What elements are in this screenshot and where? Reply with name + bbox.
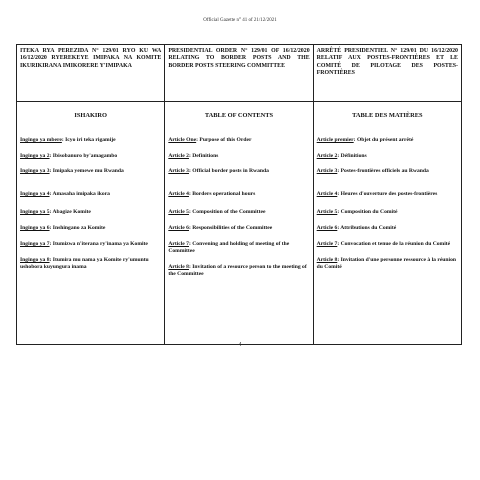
- toc-entry-text: Itumizwa n'iterana ry'inama ya Komite: [52, 240, 148, 247]
- toc-entry-ref: Article 7: [168, 240, 189, 247]
- toc-entry-ref: Ingingo ya 7: [20, 240, 50, 247]
- toc-entry-text: Inshingano za Komite: [52, 224, 106, 231]
- toc-entry: [20, 168, 161, 175]
- toc-entry: [317, 153, 458, 160]
- toc-entry: [317, 209, 458, 216]
- toc-entry-separator: :: [49, 240, 53, 247]
- toc-entry: [168, 137, 309, 144]
- toc-entry: [317, 191, 458, 198]
- gazette-header: Official Gazette n° 41 of 21/12/2021: [203, 18, 277, 23]
- toc-entry-text: Official border posts in Rwanda: [192, 167, 269, 174]
- toc-entry-separator: :: [49, 224, 53, 231]
- toc-row: [17, 102, 462, 345]
- toc-title-kinyarwanda: ISHAKIRO: [74, 112, 107, 119]
- toc-entry-text: Invitation of a resource person to the meeting of the Committee: [168, 263, 307, 277]
- toc-entry-text: Imipaka yemewe mu Rwanda: [52, 167, 124, 174]
- toc-entry: [317, 225, 458, 232]
- toc-entry-separator: :: [49, 152, 53, 159]
- toc-entry: [20, 137, 161, 144]
- toc-entry-separator: :: [188, 190, 193, 197]
- toc-entry-ref: Article 8: [168, 263, 189, 270]
- toc-entry-ref: Ingingo ya 5: [20, 208, 50, 215]
- toc-entry-ref: Ingingo ya 8: [20, 256, 50, 263]
- toc-entry-separator: :: [188, 224, 193, 231]
- trilingual-table: [16, 44, 462, 345]
- toc-entry-separator: :: [188, 167, 193, 174]
- toc-entry-ref: Article premier: [316, 137, 354, 143]
- toc-title-french: TABLE DES MATIÈRES: [352, 112, 423, 119]
- toc-entry-text: Purpose of this Order: [199, 137, 252, 143]
- toc-entry-text: Composition du Comité: [340, 208, 398, 215]
- toc-entry-text: Convocation et tenue de la réunion du Comité: [340, 240, 451, 247]
- toc-entry-separator: :: [188, 240, 193, 247]
- toc-entry-text: Définitions: [340, 152, 367, 159]
- toc-entry-text: Itumira mu nama ya Komite ry'umuntu ushobora kuyungura inama: [20, 256, 149, 270]
- toc-entry-ref: Ingingo ya 6: [20, 224, 50, 231]
- toc-entry-ref: Article 5: [168, 208, 189, 215]
- toc-entry-text: Responsibilities of the Committee: [192, 224, 273, 231]
- toc-entry-text: Borders operational hours: [192, 190, 256, 197]
- toc-entry-separator: :: [337, 167, 341, 174]
- toc-entry-ref: Article 2: [316, 152, 338, 159]
- toc-entry-text: Ibisobanuro by'amagambo: [52, 152, 118, 159]
- toc-entry-separator: :: [337, 224, 341, 231]
- toc-entry-ref: Ingingo ya 3: [20, 167, 50, 174]
- toc-entry: [20, 153, 161, 160]
- toc-column-french: [313, 102, 461, 345]
- toc-entry-text: Objet du présent arrêté: [356, 137, 414, 143]
- toc-entry-text: Invitation d'une personne ressource à la réunion du Comité: [316, 256, 456, 270]
- toc-entry-separator: :: [337, 208, 341, 215]
- toc-entry-separator: :: [188, 208, 193, 215]
- toc-list-english: [168, 137, 309, 278]
- toc-entry-text: Heures d'ouverture des postes-frontières: [340, 190, 438, 197]
- toc-entry-separator: :: [353, 137, 357, 143]
- toc-entry: [317, 168, 458, 175]
- toc-entry: [168, 209, 309, 216]
- toc-entry: [168, 191, 309, 198]
- toc-entry-ref: Ingingo ya mbere: [20, 137, 62, 143]
- toc-entry: [168, 241, 309, 255]
- toc-column-english: [165, 102, 313, 345]
- toc-entry-ref: Article 8: [316, 256, 338, 263]
- toc-entry-separator: :: [188, 263, 193, 270]
- toc-entry: [168, 264, 309, 278]
- toc-entry: [20, 257, 161, 271]
- toc-list-kinyarwanda: [20, 137, 161, 271]
- toc-entry-ref: Article 3: [316, 167, 338, 174]
- toc-entry-separator: :: [188, 152, 193, 159]
- toc-entry-text: Definitions: [192, 152, 219, 159]
- toc-entry-ref: Article One: [168, 137, 197, 143]
- title-kinyarwanda: ITEKA RYA PEREZIDA N° 129/01 RYO KU WA 16/12/2020 RYEREKEYE IMIPAKA NA KOMITE IKURIKIRANA IMIKORERE Y'IMIPAKA: [17, 45, 165, 102]
- toc-entry-ref: Article 5: [316, 208, 338, 215]
- toc-entry-separator: :: [61, 137, 66, 143]
- toc-entry: [168, 225, 309, 232]
- toc-list-french: [317, 137, 458, 271]
- toc-entry: [20, 209, 161, 216]
- toc-entry-text: Attributions du Comité: [340, 224, 397, 231]
- toc-entry-text: Composition of the Committee: [192, 208, 266, 215]
- toc-entry-separator: :: [49, 256, 53, 263]
- toc-entry-separator: :: [337, 256, 341, 263]
- toc-entry: [20, 191, 161, 198]
- toc-entry-ref: Article 4: [316, 190, 338, 197]
- title-row: [17, 45, 462, 102]
- toc-entry-text: Abagize Komite: [52, 208, 91, 215]
- toc-entry: [20, 241, 161, 248]
- toc-entry-text: Amasaha imipaka ikora: [52, 190, 110, 197]
- toc-entry-text: Postes-frontières officiels au Rwanda: [340, 167, 429, 174]
- toc-column-kinyarwanda: [17, 102, 165, 345]
- toc-entry-ref: Ingingo ya 2: [20, 152, 50, 159]
- toc-entry-ref: Article 4: [168, 190, 189, 197]
- toc-entry: [168, 168, 309, 175]
- toc-entry-separator: :: [337, 190, 341, 197]
- page-number: 4: [238, 342, 242, 348]
- toc-entry-separator: :: [196, 137, 200, 143]
- toc-entry: [317, 257, 458, 271]
- toc-entry: [20, 225, 161, 232]
- toc-entry-separator: :: [337, 240, 341, 247]
- toc-entry-ref: Article 6: [168, 224, 189, 231]
- toc-entry-ref: Article 7: [316, 240, 338, 247]
- toc-entry-ref: Ingingo ya 4: [20, 190, 50, 197]
- title-english: PRESIDENTIAL ORDER N° 129/01 OF 16/12/2020 RELATING TO BORDER POSTS AND THE BORDER POSTS STEERING COMMITTEE: [165, 45, 313, 102]
- title-french: ARRÊTÉ PRESIDENTIEL N° 129/01 DU 16/12/2020 RELATIF AUX POSTES-FRONTIÈRES ET LE COMITÉ DE PILOTAGE DES POSTES-FRONTIÈRES: [313, 45, 461, 102]
- toc-entry-ref: Article 2: [168, 152, 189, 159]
- toc-entry-separator: :: [49, 208, 53, 215]
- toc-entry-ref: Article 3: [168, 167, 189, 174]
- toc-entry-text: Convening and holding of meeting of the Committee: [168, 240, 290, 254]
- toc-entry: [317, 241, 458, 248]
- toc-entry-text: Icyo iri teka rigamije: [65, 137, 116, 143]
- toc-entry-separator: :: [49, 190, 53, 197]
- toc-entry-separator: :: [49, 167, 53, 174]
- toc-title-english: TABLE OF CONTENTS: [204, 112, 274, 119]
- toc-entry-ref: Article 6: [316, 224, 338, 231]
- toc-entry-separator: :: [337, 152, 341, 159]
- toc-entry: [168, 153, 309, 160]
- toc-entry: [317, 137, 458, 144]
